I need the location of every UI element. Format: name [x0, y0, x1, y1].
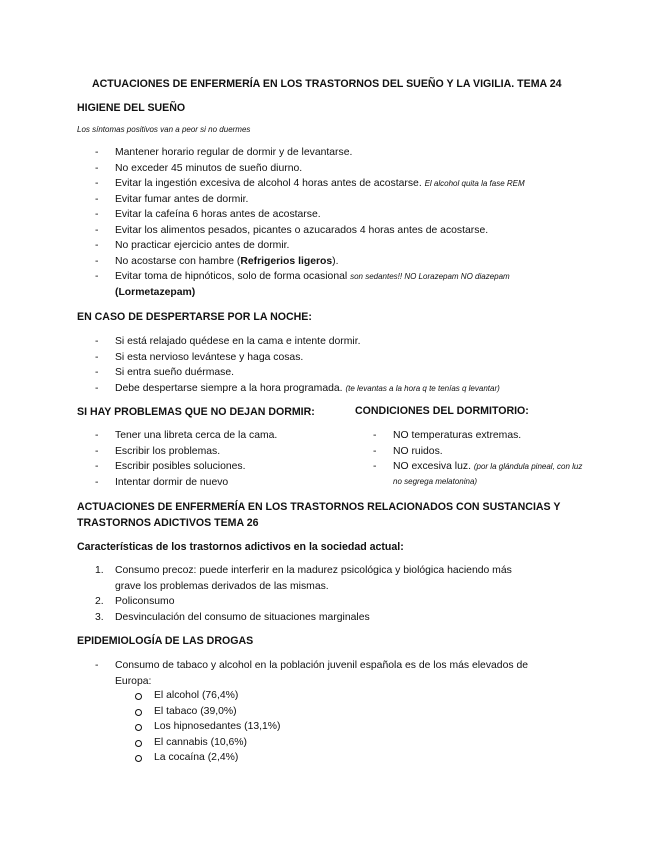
list-item: - NO ruidos.: [373, 445, 443, 457]
list-item: - Mantener horario regular de dormir y de levantarse.: [95, 147, 353, 158]
list-item: 3. Desvinculación del consumo de situaciones marginales: [95, 611, 370, 623]
bedroom-list: [373, 428, 583, 489]
epidemiology-heading: EPIDEMIOLOGÍA DE LAS DROGAS: [77, 635, 254, 647]
list-item-continuation: Europa:: [115, 675, 152, 687]
list-item: - Si esta nervioso levántese y haga cosas.: [95, 351, 304, 363]
night-heading: EN CASO DE DESPERTARSE POR LA NOCHE:: [77, 311, 312, 323]
list-item: - Evitar la cafeína 6 horas antes de acostarse.: [95, 209, 321, 220]
problems-heading: SI HAY PROBLEMAS QUE NO DEJAN DORMIR:: [77, 406, 315, 418]
list-item: El alcohol (76,4%): [154, 688, 281, 704]
list-item: - No acostarse con hambre (Refrigerios ligeros).: [95, 255, 339, 267]
list-item: El tabaco (39,0%): [154, 704, 281, 720]
bedroom-heading: CONDICIONES DEL DORMITORIO:: [355, 405, 529, 417]
list-item: - Escribir los problemas.: [95, 445, 221, 457]
list-item: La cocaína (2,4%): [154, 750, 281, 766]
light-note: (por la glándula pineal, con luz: [473, 462, 583, 471]
hypnotics-note: son sedantes!! NO Lorazepam NO diazepam: [350, 272, 510, 281]
list-item: 2. Policonsumo: [95, 596, 175, 607]
list-item: 1. Consumo precoz: puede interferir en la madurez psicológica y biológica haciendo más: [95, 565, 512, 576]
circle-bullet-icon: [135, 740, 142, 747]
list-item-continuation: (Lormetazepam): [115, 286, 196, 298]
hygiene-heading: HIGIENE DEL SUEÑO: [77, 102, 186, 114]
list-item: El cannabis (10,6%): [154, 735, 281, 751]
list-item: - Evitar los alimentos pesados, picantes o azucarados 4 horas antes de acostarse.: [95, 224, 489, 236]
wake-note: (te levantas a la hora q te tenías q levantar): [345, 383, 500, 393]
night-list: [95, 334, 500, 396]
circle-bullet-icon: [135, 755, 142, 762]
light-note-continuation: no segrega melatonina): [393, 476, 478, 486]
drug-list: [154, 688, 281, 766]
circle-bullet-icon: [135, 693, 142, 700]
addiction-title-line-1: ACTUACIONES DE ENFERMERÍA EN LOS TRASTORNOS RELACIONADOS CON SUSTANCIAS Y: [77, 501, 561, 513]
addiction-subheading: Características de los trastornos adictivos en la sociedad actual:: [77, 541, 404, 553]
list-item: - NO excesiva luz. (por la glándula pineal, con luz: [373, 461, 583, 472]
list-item: - No exceder 45 minutos de sueño diurno.: [95, 162, 303, 174]
list-item: - Si está relajado quédese en la cama e intente dormir.: [95, 336, 361, 347]
list-item-continuation: grave los problemas derivados de las mismas.: [115, 580, 329, 592]
list-item: - Evitar toma de hipnóticos, solo de forma ocasional son sedantes!! NO Lorazepam NO diazepam: [95, 271, 510, 282]
circle-bullet-icon: [135, 709, 142, 716]
alcohol-note: El alcohol quita la fase REM: [424, 179, 525, 188]
list-item: - No practicar ejercicio antes de dormir.: [95, 240, 290, 251]
list-item: - Si entra sueño duérmase.: [95, 367, 234, 378]
list-item: - Intentar dormir de nuevo: [95, 476, 229, 488]
list-item: - Tener una libreta cerca de la cama.: [95, 430, 278, 441]
addiction-list: [95, 563, 512, 625]
list-item: - Evitar fumar antes de dormir.: [95, 193, 249, 205]
problems-list: [95, 428, 278, 490]
list-item: - Escribir posibles soluciones.: [95, 461, 246, 472]
list-item: - Debe despertarse siempre a la hora programada. (te levantas a la hora q te tenías q levantar): [95, 382, 500, 394]
circle-bullet-icon: [135, 724, 142, 731]
hygiene-list: [95, 145, 525, 300]
hygiene-note: Los síntomas positivos van a peor si no duermes: [77, 125, 251, 134]
list-item: - Evitar la ingestión excesiva de alcohol 4 horas antes de acostarse. El alcohol quita la fase REM: [95, 178, 525, 189]
list-item: - NO temperaturas extremas.: [373, 430, 522, 441]
list-item: Los hipnosedantes (13,1%): [154, 719, 281, 735]
epidemiology-list: [95, 658, 529, 689]
list-item: - Consumo de tabaco y alcohol en la población juvenil española es de los más elevados de: [95, 660, 529, 671]
addiction-title-line-2: TRASTORNOS ADICTIVOS TEMA 26: [77, 517, 259, 529]
document-title: ACTUACIONES DE ENFERMERÍA EN LOS TRASTORNOS DEL SUEÑO Y LA VIGILIA. TEMA 24: [92, 78, 562, 90]
